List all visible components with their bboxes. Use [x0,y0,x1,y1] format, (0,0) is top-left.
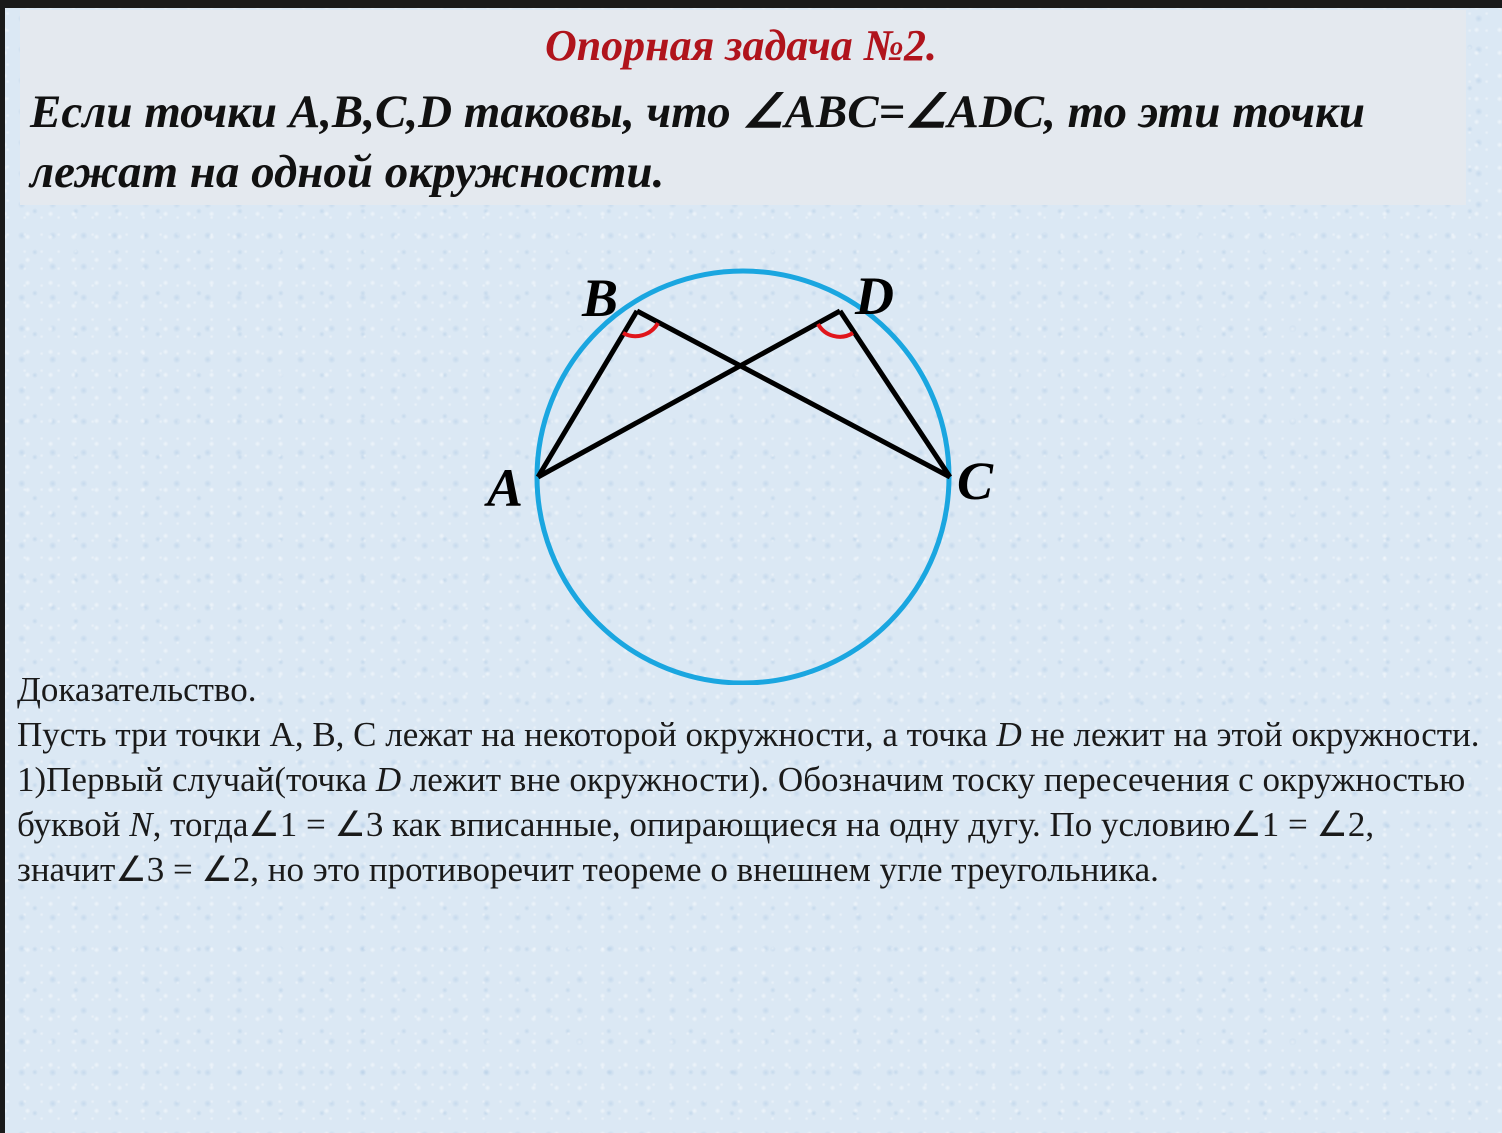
proof-p2-var-n: N [129,805,153,844]
left-border [0,0,5,1133]
top-border [0,0,1502,8]
proof-p1-text-b: не лежит на этой окружности. [1021,715,1480,754]
circle [537,271,949,683]
point-label-d: D [855,266,894,326]
proof-p2-text-b: лежит вне окружности). Обозначим тоску пересечения с окружностью буквой [17,760,1466,844]
slide-title: Опорная задача №2. [544,21,938,70]
geometry-figure [470,255,1030,685]
point-label-a: A [487,458,524,518]
theorem-statement: Если точки A,B,C,D таковы, что ∠ABC=∠ADC, то эти точки лежат на одной окружности. [30,86,1365,198]
proof-heading: Доказательство. [17,670,257,709]
proof-p2-text-a: 1)Первый случай(точка [17,760,376,799]
proof-paragraph-2 [17,757,1487,892]
proof-p1-text-a: Пусть три точки A, B, C лежат на некоторой окружности, а точка [17,715,997,754]
point-label-b: B [582,268,619,328]
proof-p1-var-d: D [996,715,1022,754]
proof-text [17,667,1487,892]
proof-paragraph-1 [17,712,1487,757]
proof-p2-text-c: , тогда∠1 = ∠3 как вписанные, опирающиеся на одну дугу. По условию∠1 = ∠2, значит∠3 = ∠2, но это противоречит теореме о внешнем угле треугольника. [17,805,1375,889]
proof-p2-var-d: D [375,760,402,799]
point-label-c: C [957,451,994,511]
